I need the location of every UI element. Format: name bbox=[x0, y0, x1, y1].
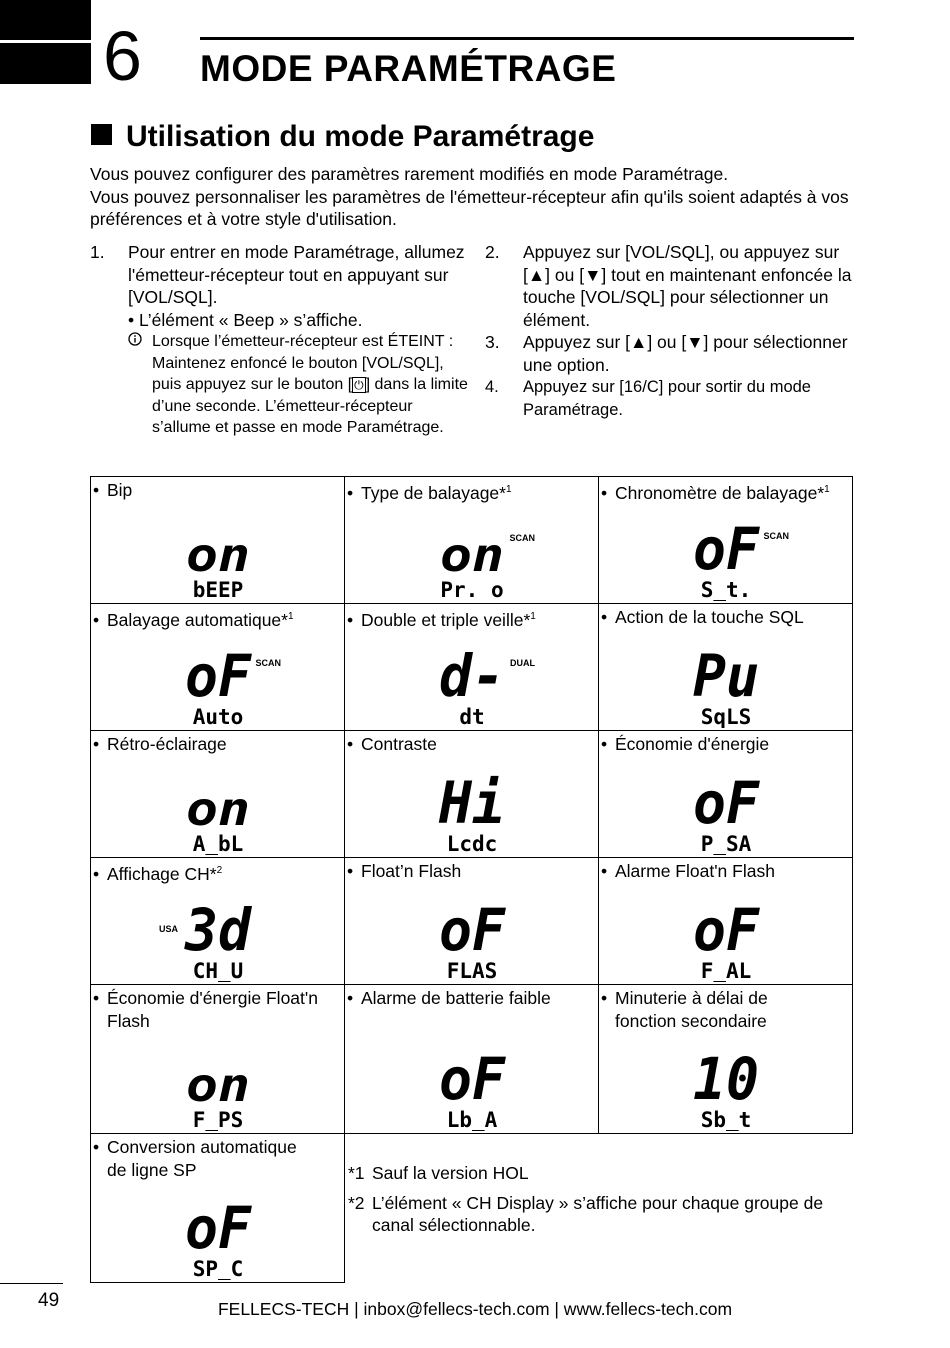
lcd-sub-value: F_PS bbox=[192, 1108, 243, 1131]
note-text-part-2: ] dans la limite d’une seconde. L’émetteur-récepteur s’allume et passe en mode Paramétrage. bbox=[152, 376, 468, 436]
step-number: 1. bbox=[90, 242, 105, 262]
setting-cell-float-alarm: • Alarme Float'n Flash oF F_AL bbox=[599, 858, 852, 984]
setting-label: Balayage automatique* bbox=[107, 609, 288, 630]
setting-cell-low-battery: • Alarme de batterie faible oF Lb_A bbox=[345, 985, 598, 1133]
lcd-display bbox=[599, 511, 852, 601]
footnote-text: L’élément « CH Display » s’affiche pour chaque groupe de canal sélectionnable. bbox=[372, 1192, 824, 1235]
lcd-sub-value: dt bbox=[458, 705, 485, 728]
step-3 bbox=[485, 331, 860, 376]
lcd-display bbox=[599, 892, 852, 982]
step-2 bbox=[485, 241, 860, 331]
lcd-display bbox=[91, 533, 344, 601]
lcd-display bbox=[345, 638, 598, 728]
footnote-2 bbox=[348, 1192, 853, 1237]
section-title-text: Utilisation du mode Paramétrage bbox=[126, 120, 595, 153]
setting-cell-contrast: • Contraste Hi Lcdc bbox=[345, 731, 598, 857]
setting-label: Float’n Flash bbox=[361, 861, 462, 881]
setting-label: Double et triple veille* bbox=[361, 609, 531, 630]
lcd-sub-value: CH_U bbox=[192, 959, 243, 982]
step-number: 2. bbox=[485, 242, 500, 262]
step-1-bullet: • L’élément « Beep » s’affiche. bbox=[128, 309, 363, 330]
lcd-sub-value: bEEP bbox=[192, 578, 243, 601]
lcd-sub-value: Sb_t bbox=[700, 1108, 751, 1131]
footnote-ref: 2 bbox=[216, 865, 223, 876]
setting-label: Chronomètre de balayage* bbox=[615, 482, 825, 503]
chapter-title: MODE PARAMÉTRAGE bbox=[200, 48, 617, 89]
chapter-number: 6 bbox=[103, 17, 142, 95]
lcd-display bbox=[345, 533, 598, 601]
lcd-main-value: oF bbox=[184, 642, 252, 710]
step-text: Pour entrer en mode Paramétrage, allumez l'émetteur-récepteur tout en appuyant sur [VOL/SQL]. bbox=[128, 242, 465, 307]
lcd-display bbox=[345, 765, 598, 855]
lcd-badge: SCAN bbox=[254, 658, 281, 668]
setting-cell-auto-scan: • Balayage automatique*$^1$ oF Auto SCAN bbox=[91, 604, 344, 730]
section-title bbox=[91, 120, 594, 154]
setting-cell-bip: • Bip on bEEP bbox=[91, 477, 344, 603]
lcd-sub-value: FLAS bbox=[446, 959, 497, 982]
lcd-display bbox=[599, 765, 852, 855]
step-1 bbox=[90, 241, 470, 309]
square-bullet-icon bbox=[91, 124, 112, 145]
tab-divider bbox=[0, 40, 91, 43]
footnote-key: *2 bbox=[348, 1192, 365, 1213]
setting-label: Économie d'énergie bbox=[615, 734, 770, 754]
lcd-sub-value: Pr. o bbox=[439, 578, 504, 601]
setting-cell-ch-display: • Affichage CH*$^2$ 3d CH_U USA bbox=[91, 858, 344, 984]
setting-label: Affichage CH* bbox=[107, 863, 217, 884]
lcd-main-value: 10 bbox=[692, 1045, 759, 1113]
lcd-main-value: Pu bbox=[692, 642, 759, 710]
lcd-display bbox=[345, 1041, 598, 1131]
setting-cell-dual-watch: • Double et triple veille*$^1$ d- dt DUAL bbox=[345, 604, 598, 730]
setting-label: Rétro-éclairage bbox=[107, 734, 227, 754]
lcd-main-value: on bbox=[439, 533, 504, 582]
page-number-rule bbox=[0, 1283, 63, 1284]
chapter-tab bbox=[0, 0, 91, 84]
lcd-main-value: 3d bbox=[183, 896, 253, 964]
lcd-display bbox=[345, 892, 598, 982]
lcd-main-value: on bbox=[185, 1063, 250, 1112]
setting-label: Bip bbox=[107, 480, 133, 500]
lcd-sub-value: P_SA bbox=[700, 832, 751, 855]
setting-label-line-2: Flash bbox=[107, 1010, 150, 1031]
step-text: Appuyez sur [16/C] pour sortir du mode Paramétrage. bbox=[523, 378, 811, 419]
step-1-note bbox=[128, 331, 470, 439]
setting-cell-sp-conversion: • Conversion automatique de ligne SP oF SP_C bbox=[91, 1134, 344, 1282]
lcd-display bbox=[91, 638, 344, 728]
step-text: Appuyez sur [VOL/SQL], ou appuyez sur [▲] ou [▼] tout en maintenant enfoncée la touche [VOL/SQL] pour sélectionner un élément. bbox=[523, 242, 852, 330]
footnote-1 bbox=[348, 1162, 853, 1185]
setting-cell-power-save: • Économie d'énergie oF P_SA bbox=[599, 731, 852, 857]
lcd-sub-value: F_AL bbox=[700, 959, 751, 982]
footnote-ref: 1 bbox=[505, 484, 512, 495]
step-number: 3. bbox=[485, 332, 500, 352]
setting-cell-float-power-save: • Économie d'énergie Float'n Flash on F_PS bbox=[91, 985, 344, 1133]
step-4 bbox=[485, 376, 860, 421]
lcd-display bbox=[91, 787, 344, 855]
lcd-display bbox=[91, 1190, 344, 1280]
lcd-sub-value: Lcdc bbox=[446, 832, 497, 855]
chapter-rule bbox=[200, 37, 854, 40]
lcd-sub-value: A_bL bbox=[192, 832, 243, 855]
setting-label: Conversion automatique bbox=[107, 1137, 297, 1157]
lcd-sub-value: S_t. bbox=[700, 578, 751, 601]
intro-line-2: Vous pouvez personnaliser les paramètres de l'émetteur-récepteur afin qu'ils soient adaptés à vos préférences et à votre style d'utilisation. bbox=[90, 186, 849, 229]
lcd-main-value: on bbox=[185, 533, 250, 582]
lcd-main-value: oF bbox=[438, 1045, 506, 1113]
footer: FELLECS-TECH | inbox@fellecs-tech.com | www.fellecs-tech.com bbox=[217, 1299, 733, 1319]
lcd-sub-value: SqLS bbox=[700, 705, 751, 728]
setting-cell-float-flash: • Float’n Flash oF FLAS bbox=[345, 858, 598, 984]
lcd-main-value: oF bbox=[692, 896, 760, 964]
footnote-ref: 1 bbox=[287, 611, 294, 622]
lcd-badge: USA bbox=[158, 924, 178, 934]
footnotes bbox=[348, 1162, 853, 1244]
footnote-ref: 1 bbox=[824, 484, 830, 495]
setting-cell-sql-key: • Action de la touche SQL Pu SqLS bbox=[599, 604, 852, 730]
lcd-badge: DUAL bbox=[509, 658, 535, 668]
info-icon bbox=[128, 331, 152, 439]
footnote-text: Sauf la version HOL bbox=[372, 1163, 529, 1183]
note-text-part-1: Lorsque l’émetteur-récepteur est ÉTEINT : Maintenez enfoncé le bouton [VOL/SQL], puis appuyez sur le bouton [ bbox=[152, 333, 454, 393]
footnote-key: *1 bbox=[348, 1163, 365, 1183]
lcd-main-value: Hi bbox=[437, 769, 505, 837]
intro-text bbox=[90, 163, 860, 231]
lcd-display bbox=[599, 638, 852, 728]
lcd-display bbox=[91, 892, 344, 982]
lcd-sub-value: Lb_A bbox=[446, 1108, 497, 1131]
setting-label-line-2: de ligne SP bbox=[107, 1159, 197, 1180]
setting-cell-scan-type: • Type de balayage*$^1$ on Pr. o SCAN bbox=[345, 477, 598, 603]
lcd-main-value: d- bbox=[438, 642, 505, 710]
setting-label: Action de la touche SQL bbox=[615, 607, 804, 627]
lcd-main-value: oF bbox=[184, 1194, 252, 1262]
setting-label: Alarme de batterie faible bbox=[361, 988, 551, 1008]
note-text bbox=[152, 331, 470, 439]
lcd-badge: SCAN bbox=[508, 533, 535, 543]
steps-left-column bbox=[90, 241, 470, 439]
lcd-badge: SCAN bbox=[762, 531, 789, 541]
lcd-main-value: on bbox=[185, 787, 250, 836]
setting-label: Minuterie à délai de bbox=[615, 988, 768, 1008]
setting-cell-scan-timer: • Chronomètre de balayage*$^1$ oF S_t. SCAN bbox=[599, 477, 852, 603]
lcd-sub-value: Auto bbox=[192, 705, 243, 728]
lcd-main-value: oF bbox=[692, 769, 760, 837]
setting-label-line-2: fonction secondaire bbox=[615, 1010, 767, 1031]
lcd-display bbox=[91, 1063, 344, 1131]
setting-cell-sub-timer: • Minuterie à délai de fonction secondaire 10 Sb_t bbox=[599, 985, 852, 1133]
step-text: Appuyez sur [▲] ou [▼] pour sélectionner une option. bbox=[523, 332, 848, 375]
setting-label: Économie d'énergie Float'n bbox=[107, 988, 318, 1008]
lcd-main-value: oF bbox=[692, 515, 760, 583]
step-number: 4. bbox=[485, 378, 499, 396]
steps-right-column bbox=[485, 241, 860, 421]
setting-label: Alarme Float'n Flash bbox=[615, 861, 775, 881]
setting-cell-backlight: • Rétro-éclairage on A_bL bbox=[91, 731, 344, 857]
lcd-display bbox=[599, 1041, 852, 1131]
setting-label: Type de balayage* bbox=[361, 482, 506, 503]
intro-line-1: Vous pouvez configurer des paramètres rarement modifiés en mode Paramétrage. bbox=[90, 164, 729, 184]
page-number: 49 bbox=[38, 1290, 60, 1311]
setting-label: Contraste bbox=[361, 734, 437, 754]
power-icon: ⏻ bbox=[354, 378, 364, 392]
footnote-ref: 1 bbox=[530, 611, 536, 622]
lcd-main-value: oF bbox=[438, 896, 506, 964]
lcd-sub-value: SP_C bbox=[192, 1257, 243, 1280]
